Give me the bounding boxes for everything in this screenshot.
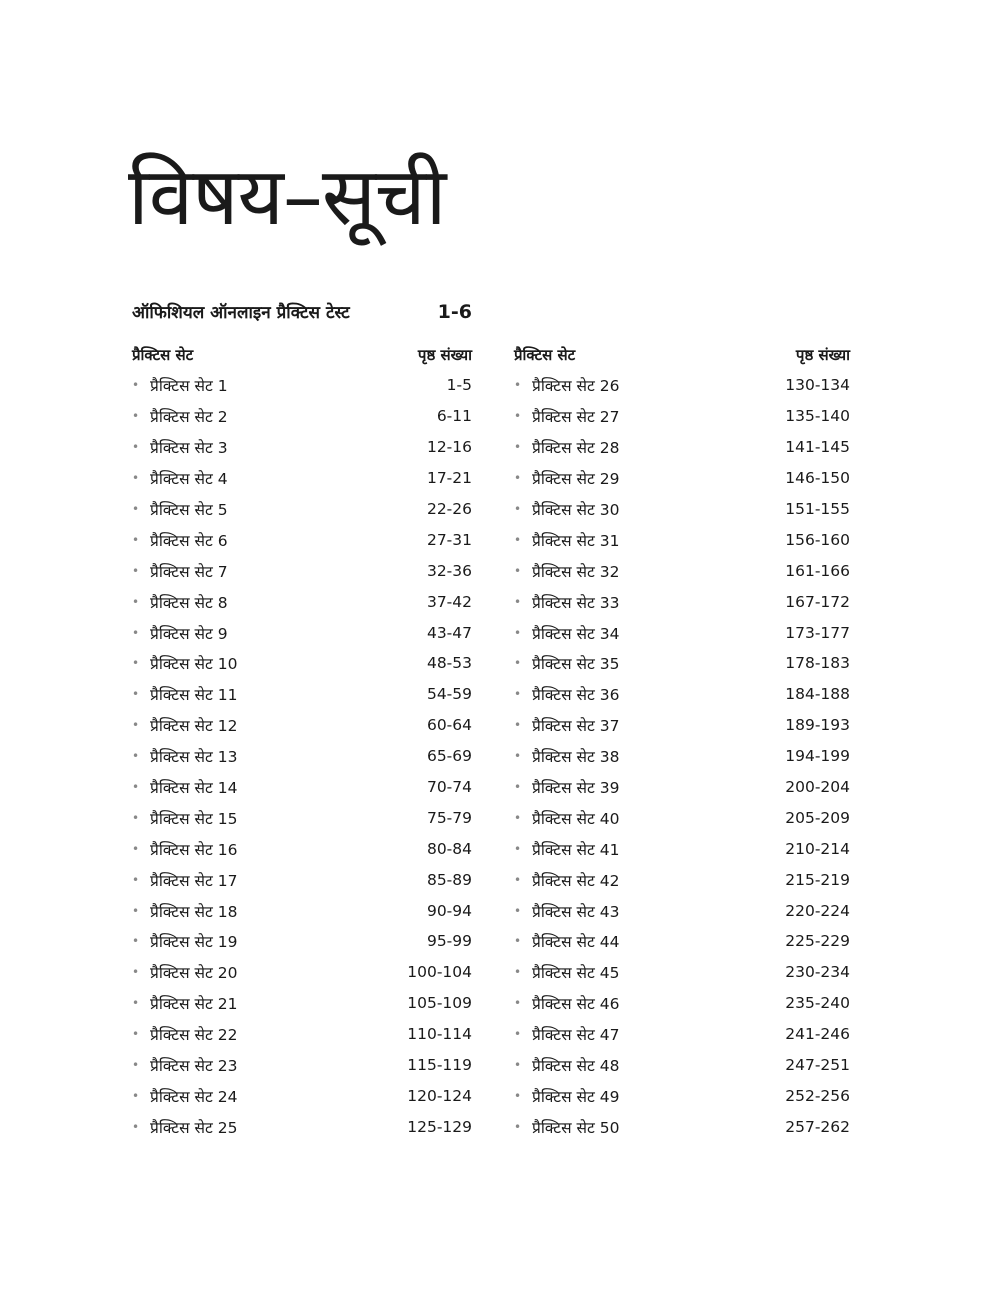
entry-pages: 43-47: [426, 623, 472, 642]
entry-label: प्रैक्टिस सेट 43: [532, 902, 620, 921]
toc-entry: [132, 741, 472, 772]
entry-label: प्रैक्टिस सेट 22: [150, 1026, 238, 1045]
bullet-icon: •: [132, 780, 140, 795]
bullet-icon: •: [514, 625, 522, 640]
entry-pages: 1-5: [446, 376, 472, 395]
entry-pages: 85-89: [426, 870, 472, 889]
toc-entry: [132, 833, 472, 864]
entry-label: प्रैक्टिस सेट 37: [532, 717, 620, 736]
bullet-icon: •: [514, 1119, 522, 1134]
column-header-pages: पृष्ठ संख्या: [795, 346, 850, 364]
entry-pages: 22-26: [426, 500, 472, 518]
entry-label: प्रैक्टिस सेट 42: [532, 871, 620, 890]
entry-label: प्रैक्टिस सेट 16: [150, 840, 238, 859]
bullet-icon: •: [132, 656, 140, 671]
toc-entry: [514, 833, 850, 864]
entry-pages: 105-109: [407, 994, 472, 1013]
toc-entry: [132, 1050, 472, 1081]
toc-entry: [132, 988, 472, 1019]
entry-label: प्रैक्टिस सेट 19: [150, 933, 238, 952]
toc-entry: [514, 494, 850, 525]
toc-entry: [514, 1080, 850, 1111]
toc-entry: [132, 370, 472, 401]
entry-pages: 100-104: [407, 963, 472, 982]
bullet-icon: •: [514, 718, 522, 733]
entry-pages: 135-140: [785, 407, 850, 426]
entry-label: प्रैक्टिस सेट 15: [150, 809, 238, 828]
toc-entry: [132, 772, 472, 803]
entry-pages: 75-79: [426, 808, 472, 827]
column-header: [132, 340, 472, 370]
bullet-icon: •: [514, 532, 522, 547]
entry-pages: 141-145: [785, 438, 850, 457]
bullet-icon: •: [514, 378, 522, 393]
bullet-icon: •: [132, 718, 140, 733]
bullet-icon: •: [132, 965, 140, 980]
entry-pages: 205-209: [785, 808, 850, 827]
toc-entry: [132, 957, 472, 988]
bullet-icon: •: [514, 471, 522, 486]
toc-entry: [514, 710, 850, 741]
entry-label: प्रैक्टिस सेट 21: [150, 995, 238, 1014]
toc-entry: [132, 432, 472, 463]
entry-pages: 151-155: [785, 500, 850, 518]
bullet-icon: •: [132, 1119, 140, 1134]
entry-pages: 70-74: [426, 778, 472, 797]
entry-label: प्रैक्टिस सेट 29: [532, 470, 620, 489]
entry-pages: 32-36: [426, 561, 472, 580]
toc-entry: [514, 617, 850, 648]
entry-pages: 189-193: [785, 716, 850, 735]
toc-entry: [514, 370, 850, 401]
column-header-label: प्रैक्टिस सेट: [514, 346, 576, 364]
bullet-icon: •: [514, 780, 522, 795]
toc-entry: [132, 401, 472, 432]
toc-entry: [514, 926, 850, 957]
entry-pages: 125-129: [407, 1117, 472, 1136]
toc-entry: [132, 586, 472, 617]
bullet-icon: •: [132, 502, 140, 516]
toc-entry: [514, 432, 850, 463]
toc-entry: [132, 555, 472, 586]
toc-entry: [514, 802, 850, 833]
entry-label: प्रैक्टिस सेट 27: [532, 408, 620, 427]
entry-label: प्रैक्टिस सेट 23: [150, 1057, 238, 1076]
toc-entry: [514, 772, 850, 803]
section-label: ऑफिशियल ऑनलाइन प्रैक्टिस टेस्ट: [132, 303, 350, 323]
entry-label: प्रैक्टिस सेट 34: [532, 624, 620, 643]
entry-pages: 156-160: [785, 530, 850, 549]
toc-entry: [132, 710, 472, 741]
entry-pages: 220-224: [785, 901, 850, 920]
bullet-icon: •: [514, 409, 522, 424]
bullet-icon: •: [514, 687, 522, 702]
bullet-icon: •: [514, 872, 522, 887]
entry-pages: 161-166: [785, 561, 850, 580]
entry-pages: 12-16: [426, 438, 472, 457]
bullet-icon: •: [132, 440, 140, 455]
entry-label: प्रैक्टिस सेट 14: [150, 779, 238, 798]
entry-label: प्रैक्टिस सेट 6: [150, 531, 228, 550]
entry-pages: 27-31: [426, 530, 472, 549]
bullet-icon: •: [514, 996, 522, 1011]
entry-pages: 241-246: [785, 1025, 850, 1044]
entry-label: प्रैक्टिस सेट 25: [150, 1118, 238, 1137]
toc-entry: [514, 1019, 850, 1050]
toc-entry: [514, 957, 850, 988]
bullet-icon: •: [514, 440, 522, 455]
entry-pages: 65-69: [426, 747, 472, 766]
entry-label: प्रैक्टिस सेट 49: [532, 1087, 620, 1106]
section-page-range: 1-6: [437, 301, 472, 323]
toc-entry: [514, 1111, 850, 1142]
entry-label: प्रैक्टिस सेट 31: [532, 531, 620, 550]
entry-label: प्रैक्टिस सेट 2: [150, 408, 228, 427]
entry-pages: 60-64: [426, 716, 472, 735]
entry-label: प्रैक्टिस सेट 30: [532, 501, 620, 519]
entry-pages: 167-172: [785, 592, 850, 611]
bullet-icon: •: [514, 749, 522, 764]
bullet-icon: •: [132, 563, 140, 578]
entry-pages: 115-119: [407, 1056, 472, 1075]
page-title: विषय–सूची: [128, 150, 446, 243]
entry-pages: 257-262: [785, 1117, 850, 1136]
toc-entry: [132, 524, 472, 555]
toc-entry: [132, 864, 472, 895]
bullet-icon: •: [514, 563, 522, 578]
toc-entry: [132, 463, 472, 494]
entry-label: प्रैक्टिस सेट 28: [532, 439, 620, 458]
entry-label: प्रैक्टिस सेट 18: [150, 902, 238, 921]
entry-pages: 48-53: [426, 654, 472, 673]
bullet-icon: •: [514, 841, 522, 856]
entry-pages: 17-21: [426, 469, 472, 488]
entry-pages: 252-256: [785, 1086, 850, 1105]
toc-entry: [132, 494, 472, 525]
entry-pages: 146-150: [785, 469, 850, 488]
bullet-icon: •: [132, 1058, 140, 1073]
entry-pages: 194-199: [785, 747, 850, 766]
bullet-icon: •: [514, 1058, 522, 1073]
entry-label: प्रैक्टिस सेट 20: [150, 964, 238, 983]
bullet-icon: •: [132, 409, 140, 424]
entry-label: प्रैक्टिस सेट 24: [150, 1087, 238, 1106]
entry-label: प्रैक्टिस सेट 9: [150, 624, 228, 643]
toc-entry: [514, 463, 850, 494]
entry-pages: 210-214: [785, 839, 850, 858]
entry-label: प्रैक्टिस सेट 5: [150, 501, 228, 519]
entry-pages: 54-59: [426, 685, 472, 704]
toc-entry: [132, 1111, 472, 1142]
column-header: [514, 340, 850, 370]
entry-pages: 230-234: [785, 963, 850, 982]
bullet-icon: •: [132, 1027, 140, 1042]
entry-pages: 200-204: [785, 778, 850, 797]
entry-pages: 6-11: [436, 407, 472, 426]
toc-entry: [514, 648, 850, 679]
entry-label: प्रैक्टिस सेट 47: [532, 1026, 620, 1045]
bullet-icon: •: [514, 810, 522, 825]
entry-pages: 235-240: [785, 994, 850, 1013]
toc-entry: [514, 586, 850, 617]
entry-label: प्रैक्टिस सेट 33: [532, 593, 620, 612]
bullet-icon: •: [132, 749, 140, 764]
bullet-icon: •: [514, 1027, 522, 1042]
bullet-icon: •: [132, 996, 140, 1011]
toc-entry: [132, 926, 472, 957]
entry-label: प्रैक्टिस सेट 40: [532, 809, 620, 828]
bullet-icon: •: [514, 656, 522, 671]
toc-entry: [514, 679, 850, 710]
entry-label: प्रैक्टिस सेट 38: [532, 748, 620, 767]
entry-pages: 120-124: [407, 1086, 472, 1105]
entry-pages: 37-42: [426, 592, 472, 611]
toc-entry: [132, 802, 472, 833]
entry-pages: 215-219: [785, 870, 850, 889]
bullet-icon: •: [514, 965, 522, 980]
entry-label: प्रैक्टिस सेट 39: [532, 779, 620, 798]
entry-label: प्रैक्टिस सेट 45: [532, 964, 620, 983]
toc-entry: [514, 1050, 850, 1081]
bullet-icon: •: [514, 903, 522, 918]
entry-label: प्रैक्टिस सेट 12: [150, 717, 238, 736]
entry-pages: 173-177: [785, 623, 850, 642]
bullet-icon: •: [132, 471, 140, 486]
entry-label: प्रैक्टिस सेट 10: [150, 655, 238, 674]
entry-label: प्रैक्टिस सेट 50: [532, 1118, 620, 1137]
bullet-icon: •: [132, 625, 140, 640]
entry-label: प्रैक्टिस सेट 1: [150, 377, 228, 396]
toc-entry: [514, 895, 850, 926]
entry-label: प्रैक्टिस सेट 7: [150, 562, 228, 581]
entry-label: प्रैक्टिस सेट 3: [150, 439, 228, 458]
entry-label: प्रैक्टिस सेट 35: [532, 655, 620, 674]
bullet-icon: •: [132, 841, 140, 856]
entry-label: प्रैक्टिस सेट 17: [150, 871, 238, 890]
bullet-icon: •: [132, 872, 140, 887]
bullet-icon: •: [514, 1088, 522, 1103]
bullet-icon: •: [132, 934, 140, 949]
entry-pages: 178-183: [785, 654, 850, 673]
entry-label: प्रैक्टिस सेट 26: [532, 377, 620, 396]
entry-pages: 80-84: [426, 839, 472, 858]
toc-column-right: [514, 340, 854, 1142]
bullet-icon: •: [132, 532, 140, 547]
bullet-icon: •: [514, 502, 522, 516]
entry-label: प्रैक्टिस सेट 48: [532, 1057, 620, 1076]
bullet-icon: •: [132, 687, 140, 702]
bullet-icon: •: [514, 934, 522, 949]
toc-entry: [132, 617, 472, 648]
entry-pages: 110-114: [407, 1025, 472, 1044]
toc-entry: [132, 1019, 472, 1050]
entry-pages: 130-134: [785, 376, 850, 395]
toc-entry: [514, 524, 850, 555]
toc-entry: [514, 741, 850, 772]
toc-column-left: [132, 340, 472, 1142]
entry-label: प्रैक्टिस सेट 32: [532, 562, 620, 581]
entry-pages: 247-251: [785, 1056, 850, 1075]
column-header-label: प्रैक्टिस सेट: [132, 346, 194, 364]
entry-pages: 90-94: [426, 901, 472, 920]
toc-entry: [514, 401, 850, 432]
entry-label: प्रैक्टिस सेट 8: [150, 593, 228, 612]
toc-entry: [514, 988, 850, 1019]
entry-label: प्रैक्टिस सेट 13: [150, 748, 238, 767]
entry-pages: 225-229: [785, 932, 850, 951]
entry-pages: 184-188: [785, 685, 850, 704]
bullet-icon: •: [132, 810, 140, 825]
entry-label: प्रैक्टिस सेट 41: [532, 840, 620, 859]
section-heading: [132, 300, 472, 323]
toc-entry: [514, 864, 850, 895]
entry-label: प्रैक्टिस सेट 36: [532, 686, 620, 705]
entry-pages: 95-99: [426, 932, 472, 951]
bullet-icon: •: [132, 903, 140, 918]
entry-label: प्रैक्टिस सेट 4: [150, 470, 228, 489]
toc-entry: [132, 895, 472, 926]
entry-label: प्रैक्टिस सेट 46: [532, 995, 620, 1014]
entry-label: प्रैक्टिस सेट 11: [150, 686, 238, 705]
toc-entry: [514, 555, 850, 586]
entry-label: प्रैक्टिस सेट 44: [532, 933, 620, 952]
bullet-icon: •: [132, 1088, 140, 1103]
toc-entry: [132, 1080, 472, 1111]
bullet-icon: •: [514, 594, 522, 609]
bullet-icon: •: [132, 594, 140, 609]
toc-list: [132, 370, 472, 1142]
toc-entry: [132, 679, 472, 710]
toc-list: [514, 370, 854, 1142]
bullet-icon: •: [132, 378, 140, 393]
toc-entry: [132, 648, 472, 679]
column-header-pages: पृष्ठ संख्या: [417, 346, 472, 364]
